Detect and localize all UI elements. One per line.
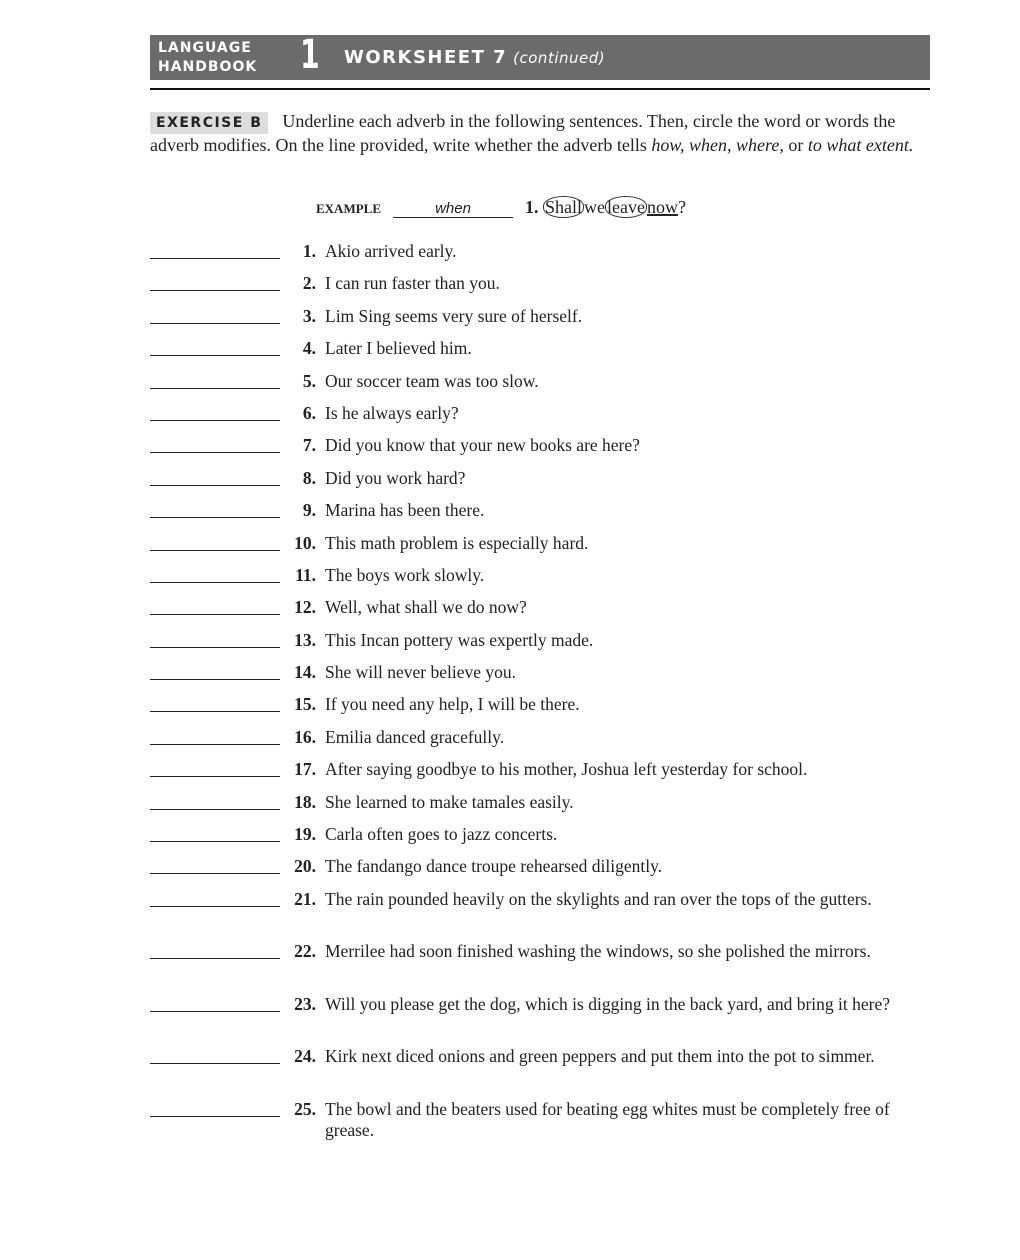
worksheet-header (150, 32, 930, 80)
exercise-item (150, 661, 930, 693)
item-sentence: Marina has been there. (325, 500, 485, 521)
item-sentence: Emilia danced gracefully. (325, 726, 505, 747)
item-number: 16. (294, 726, 316, 747)
answer-line[interactable] (150, 1011, 280, 1012)
item-sentence: The rain pounded heavily on the skylights and ran over the tops of the gutters. (325, 888, 872, 909)
circled-word: Shall (545, 197, 583, 217)
example-answer: when (393, 201, 513, 218)
exercise-item (150, 791, 930, 823)
item-sentence: Kirk next diced onions and green peppers and put them into the pot to simmer. (325, 1046, 875, 1067)
exercise-item (150, 1098, 930, 1151)
book-line1: LANGUAGE (158, 40, 252, 56)
subtitle: (continued) (513, 49, 606, 67)
underlined-adverb: now (646, 197, 678, 217)
answer-line[interactable] (150, 744, 280, 745)
item-sentence: Lim Sing seems very sure of herself. (325, 305, 583, 326)
answer-line[interactable] (150, 958, 280, 959)
item-number: 1. (302, 241, 316, 261)
exercise-label: EXERCISE B (150, 112, 268, 134)
choices: how, when, where, (651, 135, 784, 155)
item-number: 23. (294, 993, 316, 1014)
item-number: 20. (294, 856, 316, 877)
item-number: 18. (294, 791, 316, 812)
exercise-item (150, 370, 930, 402)
answer-line[interactable] (150, 809, 280, 810)
item-sentence: Will you please get the dog, which is digging in the back yard, and bring it here? (325, 993, 890, 1014)
answer-line[interactable] (150, 1116, 280, 1117)
item-sentence: The boys work slowly. (325, 564, 485, 585)
exercise-items (150, 240, 930, 1150)
item-number: 7. (302, 435, 316, 456)
item-sentence: The fandango dance troupe rehearsed diligently. (325, 856, 663, 877)
exercise-item (150, 564, 930, 596)
item-number: 11. (295, 564, 316, 585)
answer-line[interactable] (150, 485, 280, 486)
item-sentence: Akio arrived early. (325, 241, 457, 261)
answer-line[interactable] (150, 420, 280, 421)
exercise-item (150, 434, 930, 466)
item-number: 19. (294, 824, 316, 845)
answer-line[interactable] (150, 711, 280, 712)
exercise-item (150, 693, 930, 725)
exercise-item (150, 240, 930, 272)
item-number: 17. (294, 759, 316, 780)
answer-line[interactable] (150, 258, 280, 259)
title-text: WORKSHEET 7 (344, 47, 508, 68)
item-sentence: Did you work hard? (325, 467, 466, 488)
item-number: 6. (302, 402, 316, 423)
exercise-item (150, 855, 930, 887)
exercise-item (150, 337, 930, 369)
exercise-item (150, 940, 930, 993)
or-text: or (783, 135, 808, 155)
item-number: 9. (302, 500, 316, 521)
item-sentence: The bowl and the beaters used for beating egg whites must be completely free of grease. (325, 1098, 890, 1140)
answer-line[interactable] (150, 355, 280, 356)
item-sentence: I can run faster than you. (325, 273, 500, 294)
item-number: 2. (302, 273, 316, 294)
exercise-item (150, 532, 930, 564)
answer-line[interactable] (150, 582, 280, 583)
item-sentence: Is he always early? (325, 402, 459, 423)
item-number: 5. (302, 370, 316, 391)
item-number: 12. (294, 597, 316, 618)
exercise-item (150, 993, 930, 1046)
circled-word: leave (607, 197, 645, 217)
answer-line[interactable] (150, 323, 280, 324)
answer-line[interactable] (150, 679, 280, 680)
exercise-item (150, 888, 930, 941)
item-number: 4. (302, 338, 316, 359)
item-number: 3. (302, 305, 316, 326)
exercise-item (150, 467, 930, 499)
example-word: we (584, 197, 606, 217)
example-label: EXAMPLE (316, 201, 381, 216)
exercise-item (150, 596, 930, 628)
item-number: 25. (294, 1098, 316, 1119)
item-number: 24. (294, 1046, 316, 1067)
answer-line[interactable] (150, 290, 280, 291)
answer-line[interactable] (150, 517, 280, 518)
item-sentence: Our soccer team was too slow. (325, 370, 539, 391)
item-number: 21. (294, 888, 316, 909)
item-number: 14. (294, 662, 316, 683)
chapter-number: 1 (300, 32, 320, 78)
item-sentence: This Incan pottery was expertly made. (325, 629, 594, 650)
item-number: 8. (302, 467, 316, 488)
item-number: 10. (294, 532, 316, 553)
exercise-item (150, 272, 930, 304)
answer-line[interactable] (150, 550, 280, 551)
book-line2: HANDBOOK (158, 59, 258, 75)
last-choice: to what extent. (807, 135, 914, 155)
example (316, 197, 686, 218)
worksheet-title (344, 47, 605, 68)
item-sentence: Did you know that your new books are here? (325, 435, 640, 456)
answer-line[interactable] (150, 647, 280, 648)
exercise-item (150, 499, 930, 531)
item-sentence: She will never believe you. (325, 662, 516, 683)
item-sentence: Carla often goes to jazz concerts. (325, 824, 558, 845)
exercise-item (150, 305, 930, 337)
item-sentence: After saying goodbye to his mother, Joshua left yesterday for school. (325, 759, 808, 780)
exercise-item (150, 758, 930, 790)
instructions-text: Underline each adverb in the following sentences. Then, circle the word or words the adverb modifies. On the line provided, write whether the adverb tells (150, 111, 896, 155)
answer-line[interactable] (150, 388, 280, 389)
exercise-item (150, 402, 930, 434)
example-end: ? (677, 197, 686, 217)
answer-line[interactable] (150, 776, 280, 777)
answer-line[interactable] (150, 452, 280, 453)
answer-line[interactable] (150, 873, 280, 874)
exercise-instructions (150, 110, 930, 156)
answer-line[interactable] (150, 1063, 280, 1064)
item-sentence: She learned to make tamales easily. (325, 791, 574, 812)
example-number: 1. (525, 197, 539, 217)
header-rule (150, 88, 930, 90)
answer-line[interactable] (150, 614, 280, 615)
item-sentence: If you need any help, I will be there. (325, 694, 580, 715)
answer-line[interactable] (150, 841, 280, 842)
item-sentence: Later I believed him. (325, 338, 472, 359)
book-label (158, 39, 257, 77)
item-number: 15. (294, 694, 316, 715)
exercise-item (150, 1045, 930, 1098)
answer-line[interactable] (150, 906, 280, 907)
item-number: 22. (294, 941, 316, 962)
item-sentence: Well, what shall we do now? (325, 597, 527, 618)
item-sentence: Merrilee had soon finished washing the windows, so she polished the mirrors. (325, 941, 871, 962)
item-number: 13. (294, 629, 316, 650)
exercise-item (150, 629, 930, 661)
item-sentence: This math problem is especially hard. (325, 532, 589, 553)
exercise-item (150, 726, 930, 758)
exercise-item (150, 823, 930, 855)
